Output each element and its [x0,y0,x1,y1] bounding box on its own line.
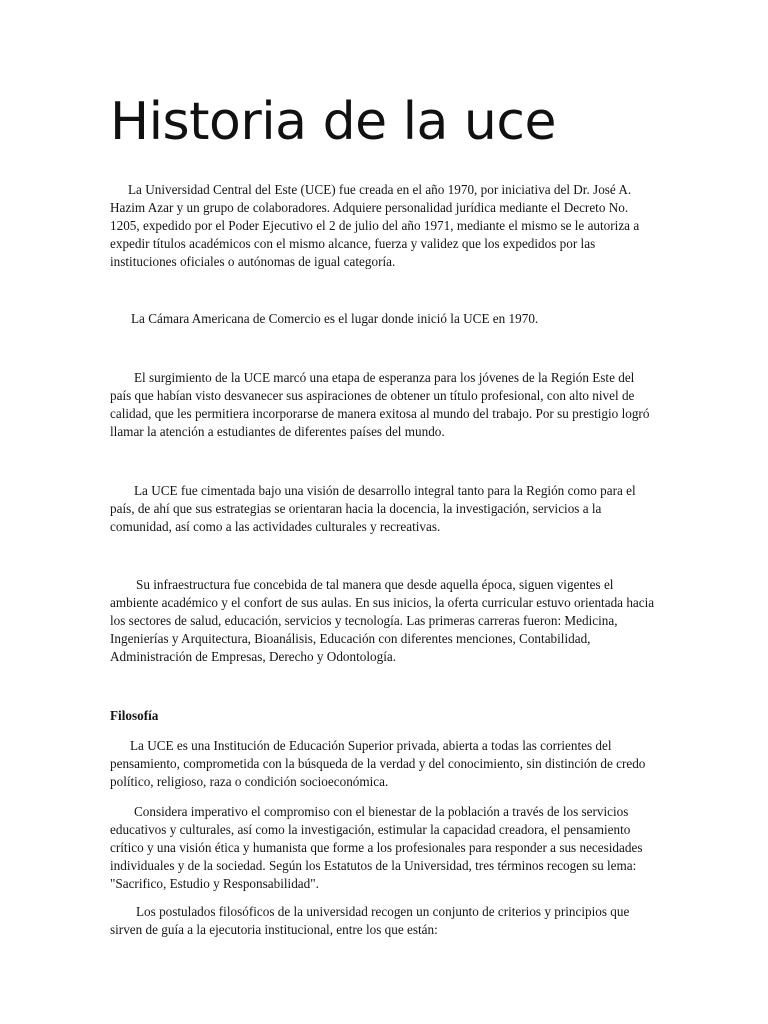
page-title: Historia de la uce [110,92,556,152]
paragraph-philosophy-2: Considera imperativo el compromiso con el bienestar de la población a través de los servicios educativos y culturales, así como la investigación, estimular la capacidad creadora, el pensamiento crítico y una visión ética y humanista que forme a los profesionales para responder a sus necesidades individuales y de la sociedad. Según los Estatutos de la Universidad, tres términos recogen su lema: "Sacrifico, Estudio y Responsabilidad". [110,804,643,891]
paragraph-philosophy-1: La UCE es una Institución de Educación Superior privada, abierta a todas las corrientes del pensamiento, comprometida con la búsqueda de la verdad y del conocimiento, sin distinción de credo político, religioso, raza o condición socioeconómica. [110,738,646,789]
paragraph-chamber: La Cámara Americana de Comercio es el lugar donde inició la UCE en 1970. [131,311,539,326]
paragraph-vision: La UCE fue cimentada bajo una visión de desarrollo integral tanto para la Región como para el país, de ahí que sus estrategias se orientaran hacia la docencia, la investigación, servicios a la comunidad, así como a las actividades culturales y recreativas. [110,483,636,534]
paragraph-emergence: El surgimiento de la UCE marcó una etapa de esperanza para los jóvenes de la Región Este del país que habían visto desvanecer sus aspiraciones de obtener un título profesional, con alto nivel de calidad, que les permitiera incorporarse de manera exitosa al mundo del trabajo. Por su prestigio logró llamar la atención a estudiantes de diferentes países del mundo. [110,370,650,439]
paragraph-infrastructure: Su infraestructura fue concebida de tal manera que desde aquella época, siguen vigentes el ambiente académico y el confort de sus aulas. En sus inicios, la oferta curricular estuvo orientada hacia los sectores de salud, educación, servicios y tecnología. Las primeras carreras fueron: Medicina, Ingenierías y Arquitectura, Bioanálisis, Educación con diferentes menciones, Contabilidad, Administración de Empresas, Derecho y Odontología. [110,577,655,664]
paragraph-philosophy-3: Los postulados filosóficos de la universidad recogen un conjunto de criterios y principios que sirven de guía a la ejecutoria institucional, entre los que están: [110,904,630,937]
section-heading-filosofia: Filosofía [110,708,159,723]
paragraph-founding: La Universidad Central del Este (UCE) fue creada en el año 1970, por iniciativa del Dr. José A. Hazim Azar y un grupo de colaboradores. Adquiere personalidad jurídica mediante el Decreto No. 1205, expedido por el Poder Ejecutivo el 2 de julio del año 1971, mediante el mismo se le autoriza a expedir títulos académicos con el mismo alcance, fuerza y validez que los expedidos por las instituciones oficiales o autónomas de igual categoría. [110,182,640,269]
